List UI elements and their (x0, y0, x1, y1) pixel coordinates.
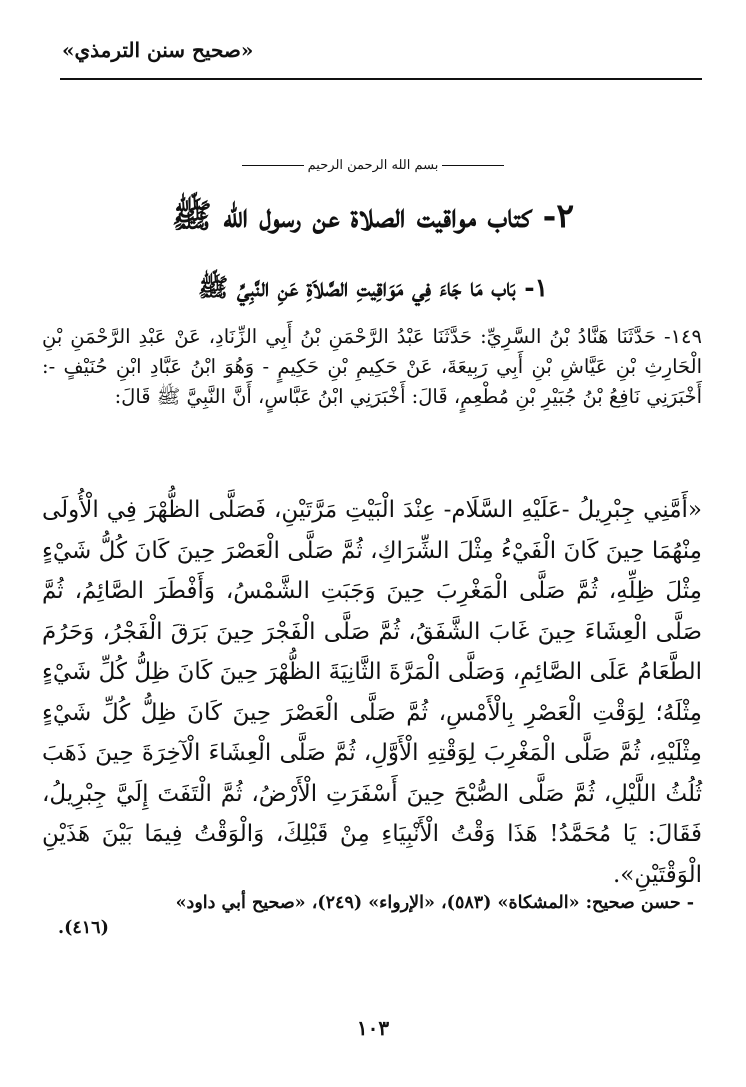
basmala-stroke (242, 165, 304, 166)
running-head: «صحيح سنن الترمذي» (62, 38, 254, 62)
chapter-title: ١- بَاب مَا جَاءَ فِي مَوَاقِيتِ الصَّلاَةِ عَنِ النَّبِيِّ ﷺ (197, 273, 549, 302)
header-rule (60, 78, 702, 80)
hadith-grading-continuation: (٤١٦). (58, 918, 109, 938)
page-number: ١٠٣ (356, 1016, 390, 1040)
hadith-isnad: ١٤٩- حَدَّثَنَا هَنَّادُ بْنُ السَّرِيِّ: حَدَّثَنَا عَبْدُ الرَّحْمَنِ بْنُ أَبِي الزِّنَادِ، عَنْ عَبْدِ الرَّحْمَنِ بْنِ الْحَارِثِ بْنِ عَيَّاشِ بْنِ أَبِي رَبِيعَةَ، عَنْ حَكِيمِ بْنِ حَكِيمٍ - وَهُوَ ابْنُ عَبَّادِ ابْنِ حُنَيْفٍ -: أَخْبَرَنِي نَافِعُ بْنُ جُبَيْرِ بْنِ مُطْعِمٍ، قَالَ: أَخْبَرَنِي ابْنُ عَبَّاسٍ، أَنَّ النَّبِيَّ ﷺ قَالَ: (42, 325, 702, 408)
book-title: ٢- كتاب مواقيت الصلاة عن رسول الله ﷺ (171, 196, 575, 235)
basmala-text: بسم الله الرحمن الرحيم (307, 158, 439, 173)
basmala-stroke (442, 165, 504, 166)
hadith-matn: «أَمَّنِي جِبْرِيلُ -عَلَيْهِ السَّلَام- عِنْدَ الْبَيْتِ مَرَّتَيْنِ، فَصَلَّى الظُّهْرَ فِي الْأُولَى مِنْهُمَا حِينَ كَانَ الْفَيْءُ مِثْلَ الشِّرَاكِ، ثُمَّ صَلَّى الْعَصْرَ حِينَ كَانَ كُلُّ شَيْءٍ مِثْلَ ظِلِّهِ، ثُمَّ صَلَّى الْمَغْرِبَ حِينَ وَجَبَتِ الشَّمْسُ، وَأَفْطَرَ الصَّائِمُ، ثُمَّ صَلَّى الْعِشَاءَ حِينَ غَابَ الشَّفَقُ، ثُمَّ صَلَّى الْفَجْرَ حِينَ بَرَقَ الْفَجْرُ، وَحَرُمَ الطَّعَامُ عَلَى الصَّائِمِ، وَصَلَّى الْمَرَّةَ الثَّانِيَةَ الظُّهْرَ حِينَ كَانَ ظِلُّ كُلِّ شَيْءٍ مِثْلَهُ؛ لِوَقْتِ الْعَصْرِ بِالْأَمْسِ، ثُمَّ صَلَّى الْعَصْرَ حِينَ كَانَ ظِلُّ كُلِّ شَيْءٍ مِثْلَيْهِ، ثُمَّ صَلَّى الْمَغْرِبَ لِوَقْتِهِ الْأَوَّلِ، ثُمَّ صَلَّى الْعِشَاءَ الْآخِرَةَ حِينَ ذَهَبَ ثُلُثُ اللَّيْلِ، ثُمَّ صَلَّى الصُّبْحَ حِينَ أَسْفَرَتِ الْأَرْضُ، ثُمَّ الْتَفَتَ إِلَيَّ جِبْرِيلُ، فَقَالَ: يَا مُحَمَّدُ! هَذَا وَقْتُ الْأَنْبِيَاءِ مِنْ قَبْلِكَ، وَالْوَقْتُ فِيمَا بَيْنَ هَذَيْنِ الْوَقْتَيْنِ». (42, 497, 702, 888)
hadith-grading: - حسن صحيح: «المشكاة» (٥٨٣)، «الإرواء» (٢٤٩)، «صحيح أبي داود» (175, 893, 694, 913)
basmala (0, 158, 746, 173)
